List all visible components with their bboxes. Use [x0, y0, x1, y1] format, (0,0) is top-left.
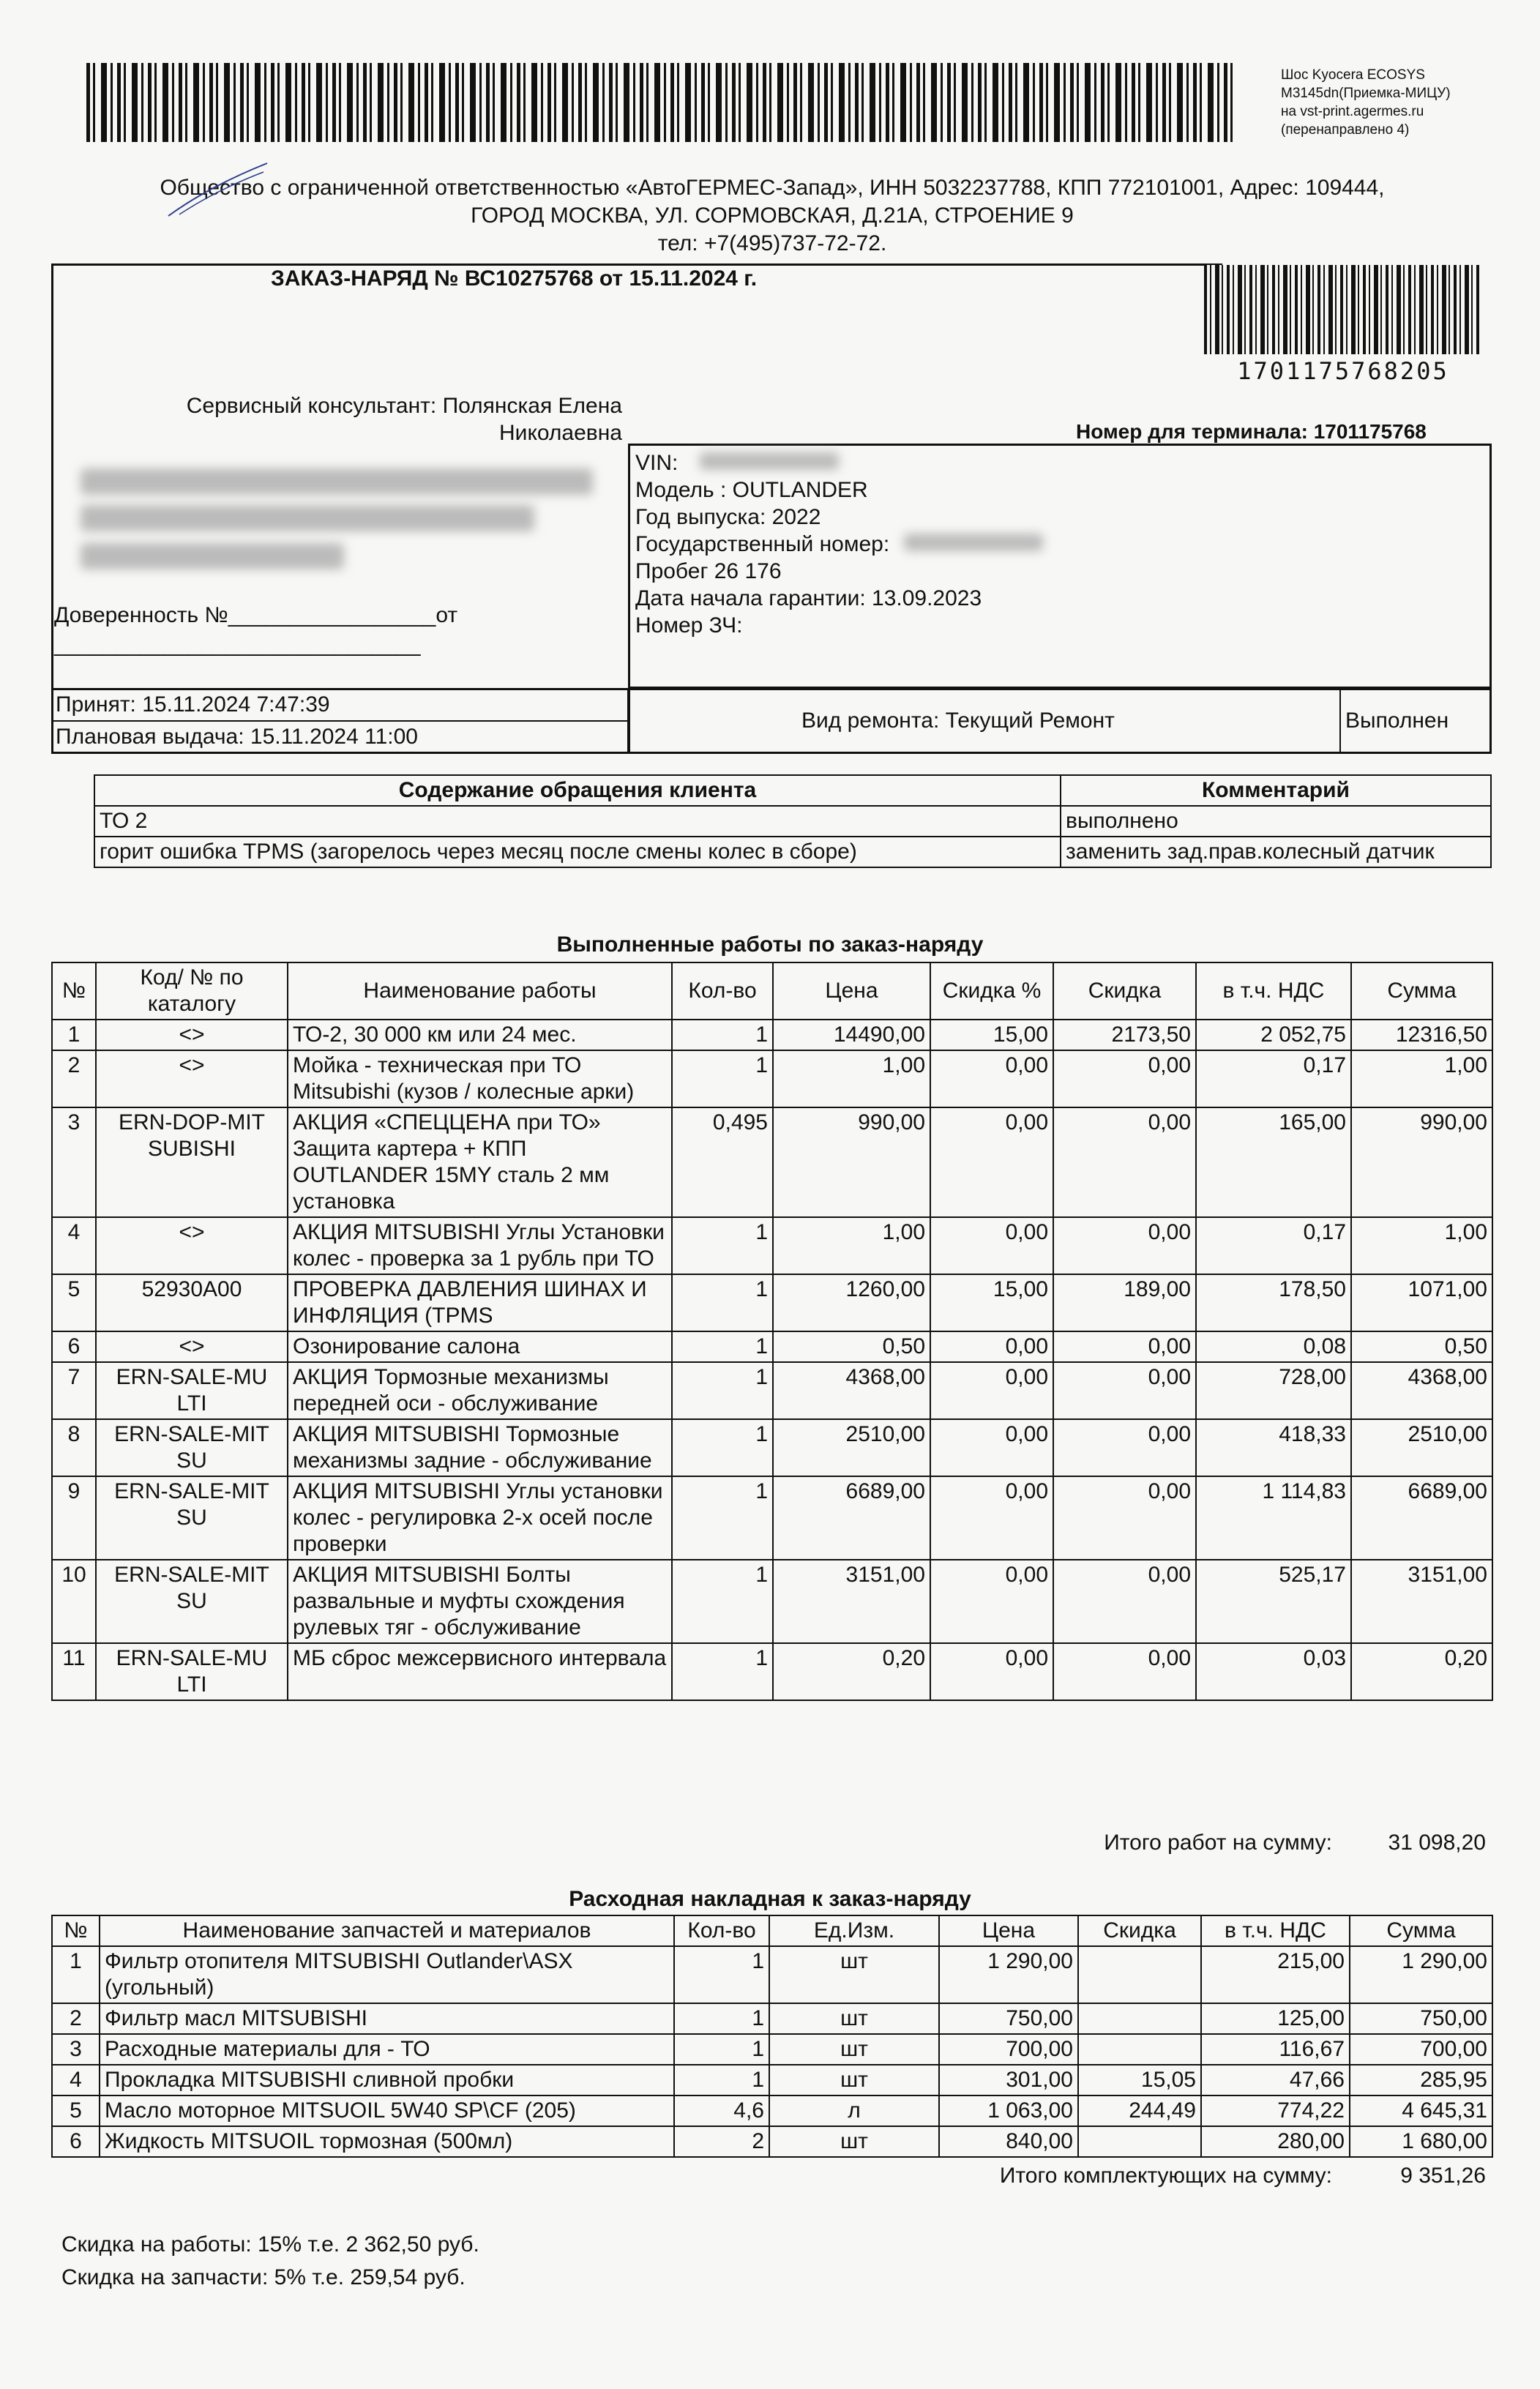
- quantity: 1: [672, 1217, 773, 1274]
- row-number: 2: [52, 1050, 96, 1107]
- row-number: 1: [52, 1020, 96, 1050]
- parts-table: [51, 1915, 1493, 2158]
- parts-header: Наименование запчастей и материалов: [100, 1915, 674, 1946]
- sum: 2510,00: [1351, 1419, 1492, 1476]
- parts-title: Расходная накладная к заказ-наряду: [569, 1887, 971, 1911]
- work-code: ERN-SALE-MIT SU: [96, 1419, 288, 1476]
- table-row: [52, 1476, 1492, 1560]
- top-barcode: [86, 63, 1236, 142]
- discount-percent: 15,00: [930, 1020, 1053, 1050]
- discount: 0,00: [1053, 1419, 1196, 1476]
- parts-header: Цена: [939, 1915, 1078, 1946]
- part-name: Прокладка MITSUBISHI сливной пробки: [100, 2065, 674, 2095]
- vat: 525,17: [1196, 1560, 1351, 1643]
- work-code: <>: [96, 1217, 288, 1274]
- discount: 0,00: [1053, 1560, 1196, 1643]
- table-row: [52, 1107, 1492, 1217]
- warranty-date: Дата начала гарантии: 13.09.2023: [635, 586, 982, 610]
- quantity: 4,6: [674, 2095, 769, 2126]
- quantity: 1: [672, 1560, 773, 1643]
- quantity: 1: [672, 1362, 773, 1419]
- works-header: Сумма: [1351, 962, 1492, 1020]
- vat: 2 052,75: [1196, 1020, 1351, 1050]
- row-number: 10: [52, 1560, 96, 1643]
- table-row: [52, 1274, 1492, 1331]
- discount: 0,00: [1053, 1107, 1196, 1217]
- discount-percent: 0,00: [930, 1643, 1053, 1700]
- customer-redacted: [81, 468, 593, 495]
- works-header: Код/ № по каталогу: [96, 962, 288, 1020]
- works-total-value: 31 098,20: [1388, 1831, 1486, 1855]
- vin-label: VIN:: [635, 451, 679, 475]
- discount: 0,00: [1053, 1331, 1196, 1362]
- work-code: ERN-SALE-MIT SU: [96, 1476, 288, 1560]
- work-name: Мойка - техническая при ТО Mitsubishi (кузов / колесные арки): [288, 1050, 672, 1107]
- price: 3151,00: [773, 1560, 930, 1643]
- parts-total-label: Итого комплектующих на сумму:: [999, 2164, 1332, 2188]
- request-comment: выполнено: [1061, 806, 1491, 837]
- discount-percent: 0,00: [930, 1107, 1053, 1217]
- customer-redacted: [81, 505, 534, 531]
- quantity: 1: [674, 2003, 769, 2034]
- order-title: ЗАКАЗ-НАРЯД № ВС10275768 от 15.11.2024 г.: [271, 266, 758, 291]
- table-row: [52, 2003, 1492, 2034]
- vat: 0,03: [1196, 1643, 1351, 1700]
- works-header: в т.ч. НДС: [1196, 962, 1351, 1020]
- company-address-line: ГОРОД МОСКВА, УЛ. СОРМОВСКАЯ, Д.21А, СТРОЕНИЕ 9: [471, 203, 1074, 228]
- company-phone: тел: +7(495)737-72-72.: [657, 231, 887, 255]
- discount: 15,05: [1078, 2065, 1201, 2095]
- works-total-label: Итого работ на сумму:: [1104, 1831, 1332, 1855]
- request-comment-header: Комментарий: [1061, 775, 1491, 806]
- parts-header: Скидка: [1078, 1915, 1201, 1946]
- discount-percent: 0,00: [930, 1217, 1053, 1274]
- row-number: 2: [52, 2003, 100, 2034]
- discount-percent: 0,00: [930, 1419, 1053, 1476]
- unit: шт: [769, 2003, 939, 2034]
- table-row: [94, 837, 1491, 867]
- discount-percent: 0,00: [930, 1050, 1053, 1107]
- table-row: [52, 1217, 1492, 1274]
- row-number: 5: [52, 1274, 96, 1331]
- parts-header: Кол-во: [674, 1915, 769, 1946]
- table-row: [52, 1560, 1492, 1643]
- parts-header: №: [52, 1915, 100, 1946]
- work-code: ERN-SALE-MU LTI: [96, 1643, 288, 1700]
- order-block-border-left: [51, 263, 53, 754]
- discount: 0,00: [1053, 1362, 1196, 1419]
- work-name: АКЦИЯ MITSUBISHI Тормозные механизмы задние - обслуживание: [288, 1419, 672, 1476]
- table-row: [52, 2126, 1492, 2157]
- vat: 125,00: [1201, 2003, 1350, 2034]
- unit: л: [769, 2095, 939, 2126]
- discount: 0,00: [1053, 1476, 1196, 1560]
- work-code: <>: [96, 1331, 288, 1362]
- vat: 0,17: [1196, 1217, 1351, 1274]
- vat: 280,00: [1201, 2126, 1350, 2157]
- power-of-attorney: Доверенность №_________________от: [54, 603, 458, 627]
- discount-percent: 0,00: [930, 1331, 1053, 1362]
- row-number: 5: [52, 2095, 100, 2126]
- accepted-date: Принят: 15.11.2024 7:47:39: [56, 692, 330, 717]
- price: 750,00: [939, 2003, 1078, 2034]
- vat: 728,00: [1196, 1362, 1351, 1419]
- row-number: 8: [52, 1419, 96, 1476]
- parts-discount: Скидка на запчасти: 5% т.е. 259,54 руб.: [61, 2265, 466, 2289]
- work-code: <>: [96, 1020, 288, 1050]
- vat: 165,00: [1196, 1107, 1351, 1217]
- quantity: 1: [674, 1946, 769, 2003]
- price: 1 063,00: [939, 2095, 1078, 2126]
- part-name: Масло моторное MITSUOIL 5W40 SP\CF (205): [100, 2095, 674, 2126]
- dates-divider: [51, 720, 629, 722]
- planned-date: Плановая выдача: 15.11.2024 11:00: [56, 725, 418, 749]
- printer-line: Шос Kyocera ECOSYS: [1281, 67, 1425, 83]
- work-code: 52930A00: [96, 1274, 288, 1331]
- work-code: ERN-DOP-MIT SUBISHI: [96, 1107, 288, 1217]
- quantity: 1: [674, 2034, 769, 2065]
- work-name: ТО-2, 30 000 км или 24 мес.: [288, 1020, 672, 1050]
- parts-header: Ед.Изм.: [769, 1915, 939, 1946]
- work-name: Озонирование салона: [288, 1331, 672, 1362]
- vat: 178,50: [1196, 1274, 1351, 1331]
- printer-info: [1281, 66, 1530, 139]
- price: 1 290,00: [939, 1946, 1078, 2003]
- vat: 418,33: [1196, 1419, 1351, 1476]
- vehicle-details: [635, 449, 1043, 639]
- table-row: [52, 1020, 1492, 1050]
- work-name: АКЦИЯ MITSUBISHI Углы Установки колес - проверка за 1 рубль при ТО: [288, 1217, 672, 1274]
- quantity: 1: [672, 1419, 773, 1476]
- work-code: ERN-SALE-MU LTI: [96, 1362, 288, 1419]
- quantity: 1: [672, 1274, 773, 1331]
- discount-percent: 0,00: [930, 1476, 1053, 1560]
- row-number: 6: [52, 2126, 100, 2157]
- sum: 1 680,00: [1350, 2126, 1492, 2157]
- request-comment: заменить зад.прав.колесный датчик: [1061, 837, 1491, 867]
- price: 2510,00: [773, 1419, 930, 1476]
- printer-line: (перенаправлено 4): [1281, 122, 1410, 138]
- works-header: Скидка: [1053, 962, 1196, 1020]
- work-code: ERN-SALE-MIT SU: [96, 1560, 288, 1643]
- sum: 700,00: [1350, 2034, 1492, 2065]
- discount: [1078, 1946, 1201, 2003]
- sum: 4 645,31: [1350, 2095, 1492, 2126]
- status-divider: [1339, 688, 1341, 754]
- vat: 116,67: [1201, 2034, 1350, 2065]
- pen-mark: [165, 157, 274, 223]
- discount: 189,00: [1053, 1274, 1196, 1331]
- repair-type: Вид ремонта: Текущий Ремонт: [801, 709, 1115, 733]
- row-number: 9: [52, 1476, 96, 1560]
- price: 1260,00: [773, 1274, 930, 1331]
- sum: 1 290,00: [1350, 1946, 1492, 2003]
- discount-percent: 15,00: [930, 1274, 1053, 1331]
- table-row: [52, 1331, 1492, 1362]
- quantity: 1: [672, 1050, 773, 1107]
- sum: 1,00: [1351, 1217, 1492, 1274]
- quantity: 0,495: [672, 1107, 773, 1217]
- unit: шт: [769, 2126, 939, 2157]
- terminal-number: Номер для терминала: 1701175768: [1076, 420, 1427, 443]
- part-name: Жидкость MITSUOIL тормозная (500мл): [100, 2126, 674, 2157]
- table-row: [52, 2034, 1492, 2065]
- vat: 0,17: [1196, 1050, 1351, 1107]
- part-name: Фильтр отопителя MITSUBISHI Outlander\ASX (угольный): [100, 1946, 674, 2003]
- sum: 0,20: [1351, 1643, 1492, 1700]
- price: 301,00: [939, 2065, 1078, 2095]
- work-name: АКЦИЯ «СПЕЦЦЕНА при ТО» Защита картера + КПП OUTLANDER 15MY сталь 2 мм установка: [288, 1107, 672, 1217]
- model: Модель : OUTLANDER: [635, 478, 868, 502]
- table-row: [52, 1643, 1492, 1700]
- part-name: Фильтр масл MITSUBISHI: [100, 2003, 674, 2034]
- table-header-row: [94, 775, 1491, 806]
- plate-redacted: [904, 534, 1043, 551]
- quantity: 1: [672, 1476, 773, 1560]
- row-number: 4: [52, 2065, 100, 2095]
- row-number: 11: [52, 1643, 96, 1700]
- vat: 215,00: [1201, 1946, 1350, 2003]
- request-content: горит ошибка TPMS (загорелось через месяц после смены колес в сборе): [94, 837, 1061, 867]
- quantity: 1: [672, 1331, 773, 1362]
- request-content: ТО 2: [94, 806, 1061, 837]
- sum: 990,00: [1351, 1107, 1492, 1217]
- discount-percent: 0,00: [930, 1362, 1053, 1419]
- works-header: Скидка %: [930, 962, 1053, 1020]
- work-name: ПРОВЕРКА ДАВЛЕНИЯ ШИНАХ И ИНФЛЯЦИЯ (TPMS: [288, 1274, 672, 1331]
- sum: 750,00: [1350, 2003, 1492, 2034]
- discount: 0,00: [1053, 1217, 1196, 1274]
- request-table: [94, 774, 1492, 868]
- row-number: 4: [52, 1217, 96, 1274]
- vat: 47,66: [1201, 2065, 1350, 2095]
- quantity: 2: [674, 2126, 769, 2157]
- row-number: 7: [52, 1362, 96, 1419]
- work-code: <>: [96, 1050, 288, 1107]
- table-header-row: [52, 962, 1492, 1020]
- table-row: [94, 806, 1491, 837]
- price: 700,00: [939, 2034, 1078, 2065]
- request-content-header: Содержание обращения клиента: [94, 775, 1061, 806]
- vin-redacted: [700, 452, 839, 470]
- table-row: [52, 1419, 1492, 1476]
- table-row: [52, 2095, 1492, 2126]
- work-name: АКЦИЯ Тормозные механизмы передней оси - обслуживание: [288, 1362, 672, 1419]
- year: Год выпуска: 2022: [635, 505, 821, 529]
- price: 4368,00: [773, 1362, 930, 1419]
- quantity: 1: [674, 2065, 769, 2095]
- sum: 0,50: [1351, 1331, 1492, 1362]
- power-of-attorney-line: ______________________________: [54, 632, 421, 657]
- works-table: [51, 962, 1493, 1701]
- works-header: Кол-во: [672, 962, 773, 1020]
- vat: 1 114,83: [1196, 1476, 1351, 1560]
- price: 0,50: [773, 1331, 930, 1362]
- sum: 3151,00: [1351, 1560, 1492, 1643]
- table-row: [52, 1362, 1492, 1419]
- price: 990,00: [773, 1107, 930, 1217]
- table-row: [52, 1946, 1492, 2003]
- price: 6689,00: [773, 1476, 930, 1560]
- plate-label: Государственный номер:: [635, 532, 890, 556]
- works-discount: Скидка на работы: 15% т.е. 2 362,50 руб.: [61, 2232, 479, 2257]
- row-number: 3: [52, 2034, 100, 2065]
- parts-header: Сумма: [1350, 1915, 1492, 1946]
- sum: 4368,00: [1351, 1362, 1492, 1419]
- parts-number: Номер ЗЧ:: [635, 613, 743, 638]
- discount-percent: 0,00: [930, 1560, 1053, 1643]
- price: 840,00: [939, 2126, 1078, 2157]
- work-name: АКЦИЯ MITSUBISHI Болты развальные и муфты схождения рулевых тяг - обслуживание: [288, 1560, 672, 1643]
- company-line: Общество с ограниченной ответственностью «АвтоГЕРМЕС-Запад», ИНН 5032237788, КПП 772101001, Адрес: 109444,: [160, 176, 1385, 200]
- discount: 244,49: [1078, 2095, 1201, 2126]
- order-barcode-number: 1701175768205: [1237, 357, 1449, 385]
- order-barcode: [1204, 265, 1482, 354]
- sum: 1071,00: [1351, 1274, 1492, 1331]
- printer-line: M3145dn(Приемка-МИЦУ): [1281, 86, 1451, 101]
- row-number: 6: [52, 1331, 96, 1362]
- mileage: Пробег 26 176: [635, 559, 782, 583]
- works-header: Наименование работы: [288, 962, 672, 1020]
- discount: 0,00: [1053, 1643, 1196, 1700]
- price: 1,00: [773, 1050, 930, 1107]
- discount: 2173,50: [1053, 1020, 1196, 1050]
- row-number: 1: [52, 1946, 100, 2003]
- price: 0,20: [773, 1643, 930, 1700]
- quantity: 1: [672, 1020, 773, 1050]
- price: 1,00: [773, 1217, 930, 1274]
- discount: 0,00: [1053, 1050, 1196, 1107]
- printer-line: на vst-print.agermes.ru: [1281, 104, 1424, 119]
- customer-redacted: [81, 543, 344, 569]
- work-name: АКЦИЯ MITSUBISHI Углы установки колес - регулировка 2-х осей после проверки: [288, 1476, 672, 1560]
- unit: шт: [769, 2065, 939, 2095]
- sum: 12316,50: [1351, 1020, 1492, 1050]
- unit: шт: [769, 2034, 939, 2065]
- row-number: 3: [52, 1107, 96, 1217]
- vat: 0,08: [1196, 1331, 1351, 1362]
- vat: 774,22: [1201, 2095, 1350, 2126]
- works-header: №: [52, 962, 96, 1020]
- works-title: Выполненные работы по заказ-наряду: [556, 932, 984, 957]
- order-status: Выполнен: [1345, 709, 1449, 733]
- unit: шт: [769, 1946, 939, 2003]
- table-header-row: [52, 1915, 1492, 1946]
- sum: 285,95: [1350, 2065, 1492, 2095]
- part-name: Расходные материалы для - ТО: [100, 2034, 674, 2065]
- discount: [1078, 2126, 1201, 2157]
- table-row: [52, 2065, 1492, 2095]
- parts-total-value: 9 351,26: [1400, 2164, 1486, 2188]
- service-consultant: Сервисный консультант: Полянская Елена Николаевна: [186, 394, 622, 445]
- quantity: 1: [672, 1643, 773, 1700]
- parts-header: в т.ч. НДС: [1201, 1915, 1350, 1946]
- discount: [1078, 2034, 1201, 2065]
- works-header: Цена: [773, 962, 930, 1020]
- work-name: МБ сброс межсервисного интервала: [288, 1643, 672, 1700]
- sum: 1,00: [1351, 1050, 1492, 1107]
- table-row: [52, 1050, 1492, 1107]
- sum: 6689,00: [1351, 1476, 1492, 1560]
- discount: [1078, 2003, 1201, 2034]
- price: 14490,00: [773, 1020, 930, 1050]
